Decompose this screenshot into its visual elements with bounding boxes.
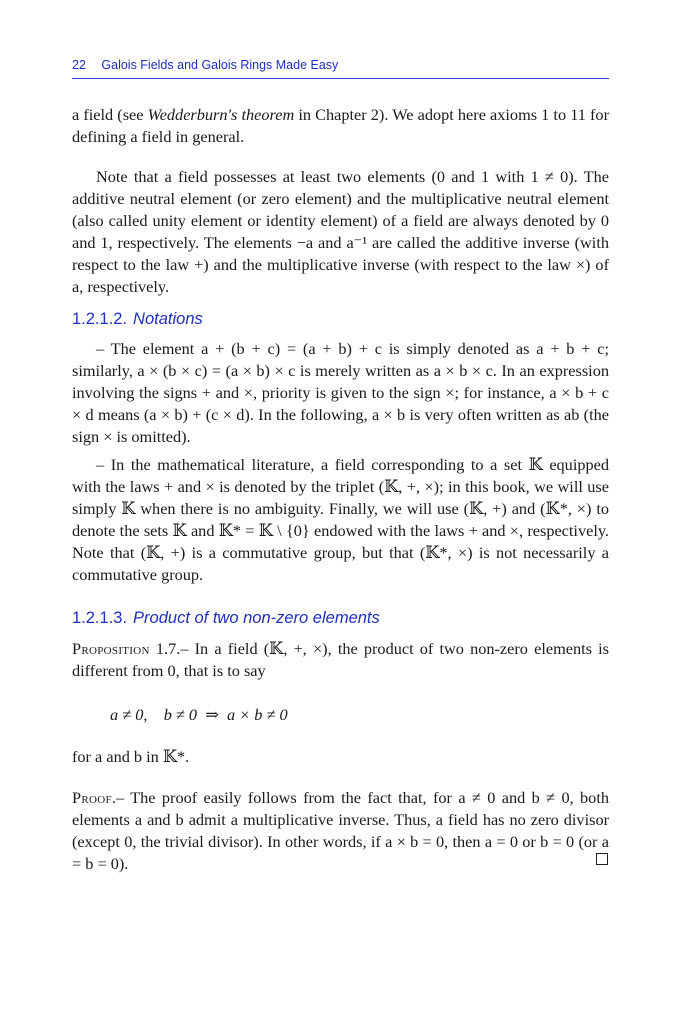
section-number: 1.2.1.3. xyxy=(72,609,128,627)
notations-paragraph-2 xyxy=(72,454,609,586)
proof-text: .– The proof easily follows from the fact that, for a ≠ 0 and b ≠ 0, both elements a and b admit a multiplicative inverse. Thus, a field has no zero divisor (except 0, the trivial divisor). In other words, if a × b = 0, then a = 0 or b = 0 (or a = b = 0). xyxy=(72,788,609,873)
proposition-label: Proposition xyxy=(72,639,150,658)
wedderburn-reference: Wedderburn's theorem xyxy=(147,105,295,124)
section-number: 1.2.1.2. xyxy=(72,310,128,328)
intro-text-c: in Chapter 2). We adopt here axioms 1 to 11 for defining a field in general. xyxy=(72,105,609,146)
qed-square-icon xyxy=(596,853,608,865)
intro-text-a: a field (see xyxy=(72,105,148,124)
proposition-block xyxy=(72,638,609,682)
display-equation: a ≠ 0, b ≠ 0 ⇒ a × b ≠ 0 xyxy=(110,705,288,724)
section-title: Product of two non-zero elements xyxy=(133,609,380,627)
proof-label: Proof xyxy=(72,788,112,807)
after-display xyxy=(72,746,609,768)
section-title: Notations xyxy=(133,310,203,328)
book-title: Galois Fields and Galois Rings Made Easy xyxy=(101,58,339,72)
section-heading-notations xyxy=(72,310,609,329)
intro-paragraph-1 xyxy=(72,104,609,148)
page-number: 22 xyxy=(72,58,86,72)
intro-paragraph-2 xyxy=(72,166,609,298)
running-header xyxy=(72,58,609,79)
notation-priority-paragraph: – The element a + (b + c) = (a + b) + c is simply denoted as a + b + c; similarly, a × (b × c) = (a × b) × c is merely written as a × b × c. In an expression involving the signs + and ×, priority is given to the sign ×; for instance, a × b + c × d means (a × b) + (c × d). In the following, a × b is very often written as ab (the sign × is omitted). xyxy=(72,339,609,446)
notation-triplet-paragraph: – In the mathematical literature, a field corresponding to a set 𝕂 equipped with the laws + and × is denoted by the triplet (𝕂, +, ×); in this book, we will use simply 𝕂 when there is no ambiguity. Finally, we will use (𝕂, +) and (𝕂*, ×) to denote the sets 𝕂 and 𝕂* = 𝕂 \ {0} endowed with the laws + and ×, respectively. Note that (𝕂, +) is a commutative group, but that (𝕂*, ×) is not necessarily a commutative group. xyxy=(72,455,609,584)
notations-paragraph-1 xyxy=(72,338,609,448)
section-heading-product xyxy=(72,609,609,628)
after-display-text: for a and b in 𝕂*. xyxy=(72,747,190,766)
proposition-text: 1.7.– In a field (𝕂, +, ×), the product of two non-zero elements is different from 0, that is to say xyxy=(72,639,609,680)
field-elements-paragraph: Note that a field possesses at least two elements (0 and 1 with 1 ≠ 0). The additive neutral element (or zero element) and the multiplicative neutral element (also called unity element or identity element) of a field are always denoted by 0 and 1, respectively. The elements −a and a⁻¹ are called the additive inverse (with respect to the law +) and the multiplicative inverse (with respect to the law ×) of a, respectively. xyxy=(72,167,609,296)
proof-block xyxy=(72,787,609,875)
